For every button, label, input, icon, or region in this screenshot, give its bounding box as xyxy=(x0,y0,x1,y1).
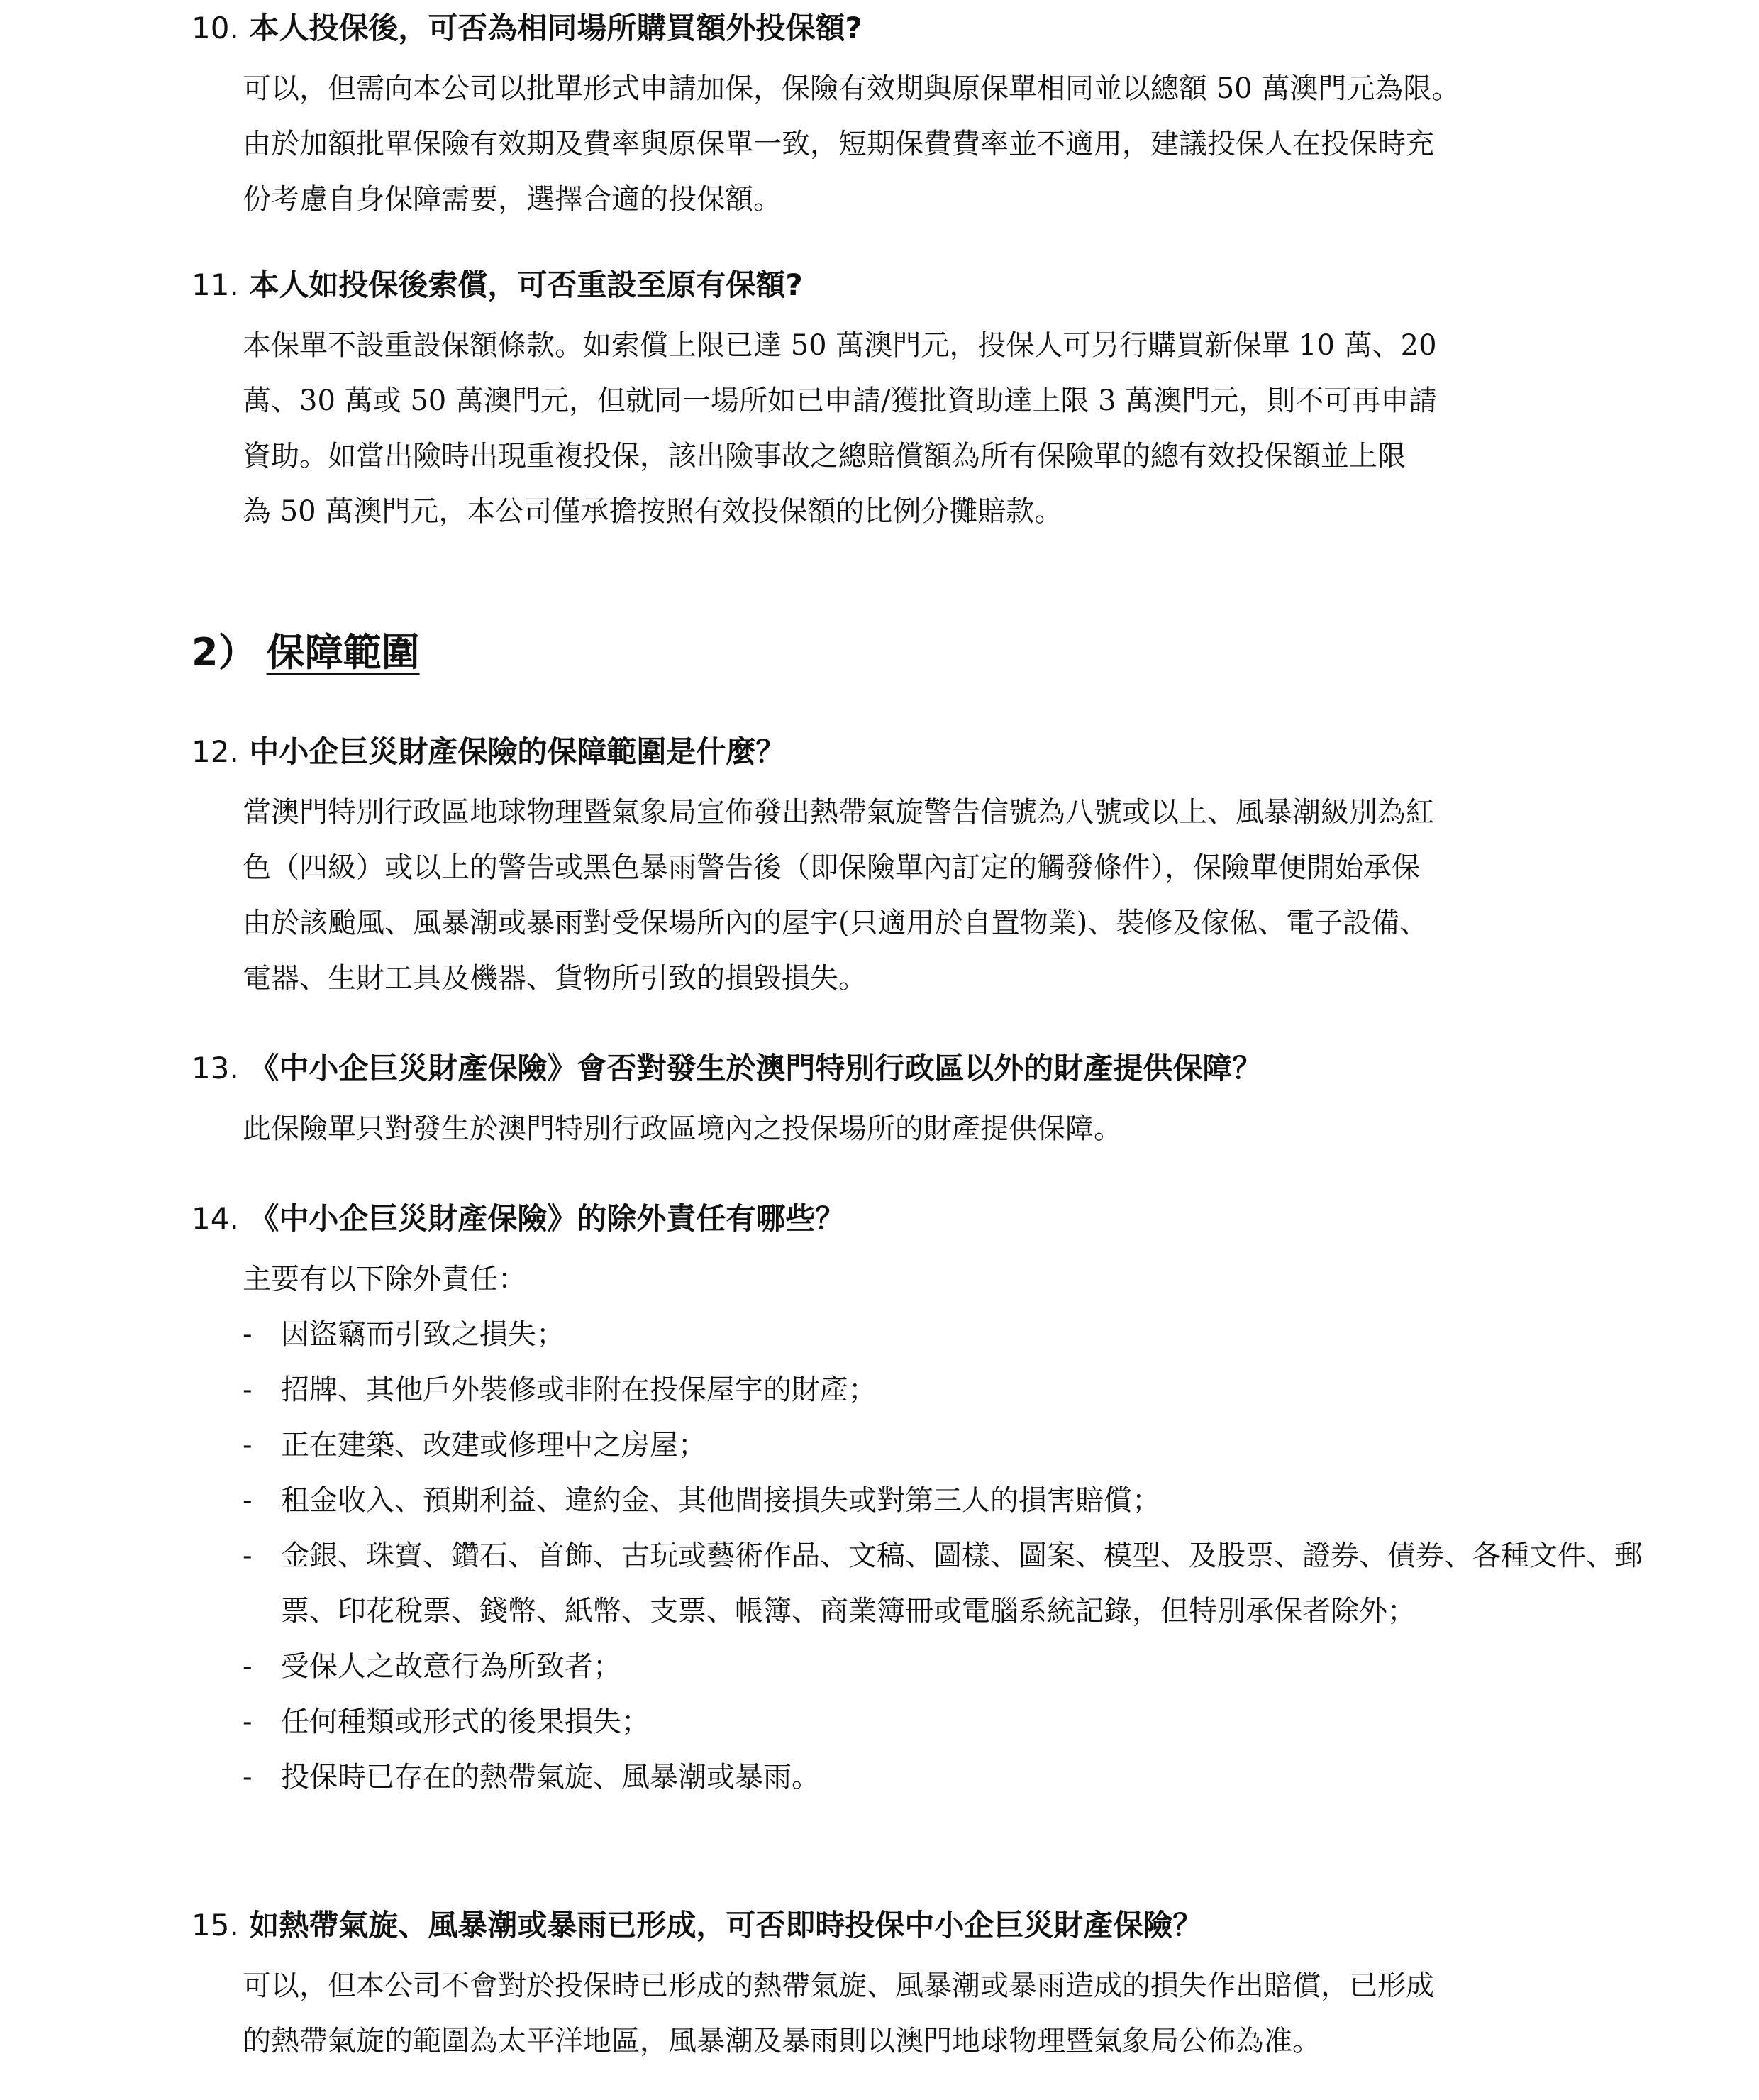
answer-block xyxy=(243,61,1633,227)
list-item xyxy=(243,1694,1671,1750)
question-text: 本人如投保後索償，可否重設至原有保額? xyxy=(249,267,803,302)
list-item-text: 正在建築、改建或修理中之房屋； xyxy=(281,1429,706,1461)
bullet-dash: - xyxy=(243,1706,253,1738)
faq-item-11 xyxy=(192,265,1624,539)
faq-item-14 xyxy=(192,1199,1643,1805)
bullet-dash: - xyxy=(243,1540,253,1572)
question-heading xyxy=(192,1199,1624,1239)
answer-line: 的熱帶氣旋的範圍為太平洋地區，風暴潮及暴雨則以澳門地球物理暨氣象局公佈為准。 xyxy=(243,2025,1321,2057)
list-item xyxy=(243,1307,1671,1362)
list-item-text: 租金收入、預期利益、違約金、其他間接損失或對第三人的損害賠償； xyxy=(281,1484,1160,1517)
answer-line: 當澳門特別行政區地球物理暨氣象局宣佈發出熱帶氣旋警告信號為八號或以上、風暴潮級別為紅 xyxy=(243,796,1434,829)
answer-line: 份考慮自身保障需要，選擇合適的投保額。 xyxy=(243,183,782,216)
list-item xyxy=(243,1418,1671,1473)
bullet-dash: - xyxy=(243,1484,253,1517)
answer-line: 為 50 萬澳門元，本公司僅承擔按照有效投保額的比例分攤賠款。 xyxy=(243,495,1063,528)
faq-item-15 xyxy=(192,1906,1624,2069)
answer-block xyxy=(243,318,1633,539)
list-item xyxy=(243,1362,1671,1418)
question-heading xyxy=(192,9,1624,48)
question-number: 14. xyxy=(192,1201,239,1236)
bullet-dash: - xyxy=(243,1318,253,1351)
list-item-text: 受保人之故意行為所致者； xyxy=(281,1650,621,1683)
bullet-dash: - xyxy=(243,1374,253,1406)
list-item-text: 任何種類或形式的後果損失； xyxy=(281,1706,650,1738)
question-number: 11. xyxy=(192,267,239,302)
answer-line: 萬、30 萬或 50 萬澳門元，但就同一場所如已申請/獲批資助達上限 3 萬澳門元，則不可再申請 xyxy=(243,385,1438,417)
bullet-dash: - xyxy=(243,1761,253,1794)
answer-line: 電器、生財工具及機器、貨物所引致的損毀損失。 xyxy=(243,962,867,995)
list-item-text: 投保時已存在的熱帶氣旋、風暴潮或暴雨。 xyxy=(281,1761,820,1794)
section-heading xyxy=(192,628,420,678)
list-item-text: 因盜竊而引致之損失； xyxy=(281,1318,565,1351)
faq-item-12 xyxy=(192,732,1624,1006)
question-number: 10. xyxy=(192,11,239,45)
question-text: 如熱帶氣旋、風暴潮或暴雨已形成，可否即時投保中小企巨災財產保險？ xyxy=(249,1908,1203,1942)
faq-item-10 xyxy=(192,9,1624,227)
answer-line: 資助。如當出險時出現重複投保，該出險事故之總賠償額為所有保險單的總有效投保額並上限 xyxy=(243,440,1406,472)
question-text: 《中小企巨災財產保險》的除外責任有哪些？ xyxy=(249,1201,845,1236)
answer-line: 此保險單只對發生於澳門特別行政區境內之投保場所的財產提供保障。 xyxy=(243,1112,1122,1145)
section-number: 2） xyxy=(192,630,257,675)
list-item-text: 招牌、其他戶外裝修或非附在投保屋宇的財產； xyxy=(281,1374,877,1406)
exclusion-list xyxy=(243,1307,1643,1805)
question-heading xyxy=(192,1049,1624,1088)
question-text: 本人投保後，可否為相同場所購買額外投保額? xyxy=(249,11,862,45)
bullet-dash: - xyxy=(243,1429,253,1461)
list-item xyxy=(243,1639,1671,1694)
section-title: 保障範圍 xyxy=(266,630,420,675)
answer-line: 由於該颱風、風暴潮或暴雨對受保場所內的屋宇(只適用於自置物業)、裝修及傢俬、電子設備、 xyxy=(243,907,1428,939)
answer-block xyxy=(243,1958,1633,2069)
bullet-dash: - xyxy=(243,1650,253,1683)
answer-line: 色（四級）或以上的警告或黑色暴雨警告後（即保險單內訂定的觸發條件），保險單便開始承保 xyxy=(243,851,1420,884)
question-heading xyxy=(192,732,1624,772)
answer-line: 可以，但本公司不會對於投保時已形成的熱帶氣旋、風暴潮或暴雨造成的損失作出賠償，已形成 xyxy=(243,1969,1434,2002)
question-number: 12. xyxy=(192,734,239,769)
question-text: 中小企巨災財產保險的保障範圍是什麼？ xyxy=(249,734,786,769)
list-item-text: 金銀、珠寶、鑽石、首飾、古玩或藝術作品、文稿、圖樣、圖案、模型、及股票、證券、債券、各種文件、郵票、印花稅票、錢幣、紙幣、支票、帳簿、商業簿冊或電腦系統記錄，但特別承保者除外； xyxy=(281,1540,1643,1628)
list-item xyxy=(243,1473,1671,1528)
faq-item-13 xyxy=(192,1049,1624,1156)
question-text: 《中小企巨災財產保險》會否對發生於澳門特別行政區以外的財產提供保障？ xyxy=(249,1051,1263,1085)
list-item xyxy=(243,1528,1671,1639)
answer-line: 可以，但需向本公司以批單形式申請加保，保險有效期與原保單相同並以總額 50 萬澳門元為限。 xyxy=(243,72,1460,105)
question-heading xyxy=(192,1906,1624,1945)
answer-line: 本保單不設重設保額條款。如索償上限已達 50 萬澳門元，投保人可另行購買新保單 10 萬、20 xyxy=(243,329,1437,362)
question-number: 15. xyxy=(192,1908,239,1942)
answer-block xyxy=(243,785,1633,1006)
answer-block xyxy=(243,1101,1633,1156)
answer-line: 由於加額批單保險有效期及費率與原保單一致，短期保費費率並不適用，建議投保人在投保時充 xyxy=(243,128,1434,160)
answer-block xyxy=(243,1251,1643,1805)
question-heading xyxy=(192,265,1624,305)
question-number: 13. xyxy=(192,1051,239,1085)
list-item xyxy=(243,1750,1671,1805)
answer-intro: 主要有以下除外責任： xyxy=(243,1263,526,1295)
